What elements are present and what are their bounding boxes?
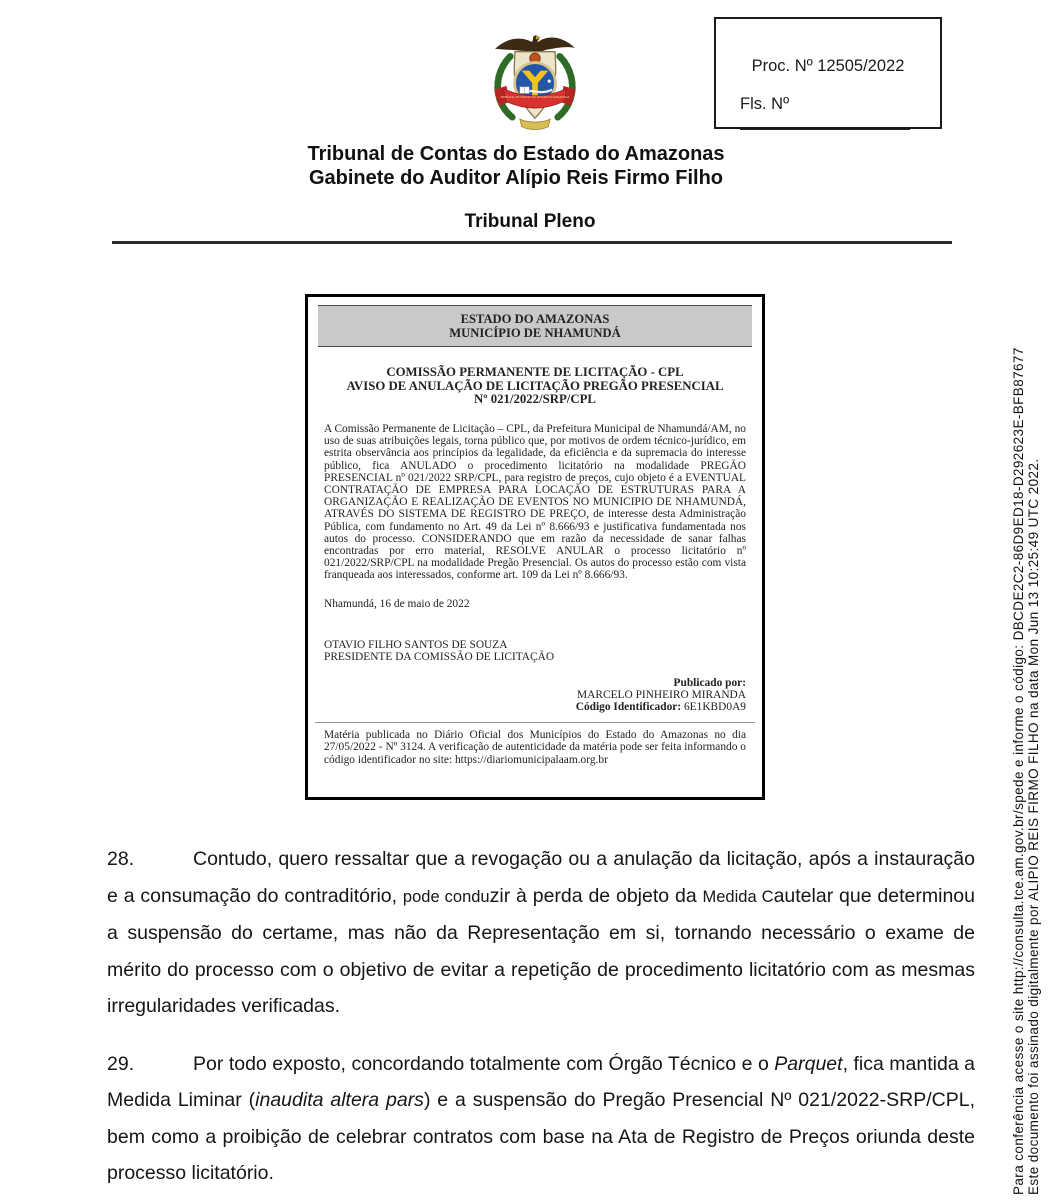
signature-strip-line1: Este documento foi assinado digitalmente por ALIPIO REIS FIRMO FILHO na data Mon Jun 13 10:25:49 UTC 2022.: [1026, 458, 1041, 1195]
notice-title: [322, 366, 748, 407]
notice-signer: [324, 639, 746, 664]
notice-footer: Matéria publicada no Diário Oficial dos Municípios do Estado do Amazonas no dia 27/05/2022 - Nº 3124. A verificação de autenticidade da matéria pode ser feita informando o código identificador no site: https://diariomunicipalaam.org.br: [324, 729, 746, 766]
coat-of-arms-icon: [478, 26, 592, 140]
paragraph-number: 29.: [107, 1052, 135, 1075]
header-divider: [112, 241, 952, 244]
notice-title-line3: Nº 021/2022/SRP/CPL: [474, 392, 596, 407]
svg-text:TRIBUNAL DE CONTAS DO ESTADO D: TRIBUNAL DE CONTAS DO ESTADO DO AMAZONAS: [500, 95, 570, 100]
opinion-text: [107, 841, 975, 1192]
letterhead: [0, 142, 1032, 190]
process-number: Proc. Nº 12505/2022: [751, 57, 905, 75]
tce-am-coat-of-arms-logo: [478, 26, 592, 140]
signature-strip-line2: Para conferência acesse o site http://consulta.tce.am.gov.br/spede e informe o código: DBCDE2C2-86D9ED18-D292623E-BFB87677: [1011, 347, 1026, 1195]
fls-blank-line: [740, 114, 910, 130]
paragraph-text: Contudo, quero ressaltar que a revogação ou a anulação da licitação, após a instauração e a consumação do contraditório, pode conduzir à perda de objeto da Medida Cautelar que determinou a suspensão do certame, mas não da Representação em si, tornando necessário o exame de mérito do processo com o objetivo de evitar a repetição de procedimento licitatório com as mesmas irregularidades verificadas.: [107, 848, 975, 1017]
paragraph-number: 28.: [107, 848, 135, 870]
published-by-name: MARCELO PINHEIRO MIRANDA: [577, 689, 746, 702]
gazette-notice: [305, 294, 765, 800]
notice-municipality: MUNICÍPIO DE NHAMUNDÁ: [449, 325, 621, 340]
org-name: Tribunal de Contas do Estado do Amazonas: [307, 143, 725, 165]
notice-dateline: Nhamundá, 16 de maio de 2022: [324, 597, 470, 610]
paragraph-28: [107, 841, 975, 1025]
signer-role: PRESIDENTE DA COMISSÃO DE LICITAÇÃO: [324, 651, 555, 664]
paragraph-29: [107, 1046, 975, 1192]
notice-state-header: [318, 305, 752, 347]
notice-state: ESTADO DO AMAZONAS: [460, 312, 610, 326]
notice-body: A Comissão Permanente de Licitação – CPL, da Prefeitura Municipal de Nhamundá/AM, no uso de suas atribuições legais, torna público que, por motivos de ordem técnico-jurídico, em estrita observância aos princípios da legalidade, da eficiência e da supremacia do interesse público, fica ANULADO o procedimento licitatório na modalidade PREGÃO PRESENCIAL nº 021/2022 SRP/CPL, para registro de preços, cujo objeto é a EVENTUAL CONTRATAÇÃO DE EMPRESA PARA LOCAÇÃO DE ESTRUTURAS PARA A ORGANIZAÇÃO E REALIZAÇÃO DE EVENTOS NO MUNICIPIO DE NHAMUNDÁ, ATRAVÉS DO SISTEMA DE REGISTRO DE PREÇO, de interesse desta Administração Pública, com fundamento no Art. 49 da Lei nº 8.666/93 e justificativa fundamentada nos autos do processo. CONSIDERANDO que em razão da necessidade de sanar falhas encontradas por erro material, RESOLVE ANULAR o processo licitatório nº 021/2022/SRP/CPL na modalidade Pregão Presencial. Os autos do processo estão com vista franqueada aos interessados, conforme art. 109 da Lei nº 8.666/93.: [324, 422, 746, 582]
identifier-code-label: Código Identificador:: [575, 700, 682, 713]
process-number-box: [714, 17, 942, 129]
notice-divider: [315, 722, 755, 723]
identifier-code-line: [324, 702, 746, 714]
notice-title-line2: AVISO DE ANULAÇÃO DE LICITAÇÃO PREGÃO PRESENCIAL: [346, 378, 724, 393]
notice-title-line1: COMISSÃO PERMANENTE DE LICITAÇÃO - CPL: [386, 365, 684, 380]
section-title: Tribunal Pleno: [464, 211, 596, 232]
org-office: Gabinete do Auditor Alípio Reis Firmo Filho: [308, 167, 724, 189]
fls-field: [740, 95, 940, 135]
identifier-code-value: 6E1KBD0A9: [683, 700, 746, 713]
published-by-label: Publicado por:: [673, 677, 746, 690]
fls-label: Fls. Nº: [740, 95, 790, 113]
signer-name: OTAVIO FILHO SANTOS DE SOUZA: [324, 638, 508, 651]
paragraph-text: Por todo exposto, concordando totalmente com Órgão Técnico e o Parquet, fica mantida a Medida Liminar (inaudita altera pars) e a suspensão do Pregão Presencial Nº 021/2022-SRP/CPL, bem como a proibição de celebrar contratos com base na Ata de Registro de Preços oriunda deste processo licitatório.: [107, 1052, 975, 1184]
notice-publication-block: [324, 678, 746, 713]
